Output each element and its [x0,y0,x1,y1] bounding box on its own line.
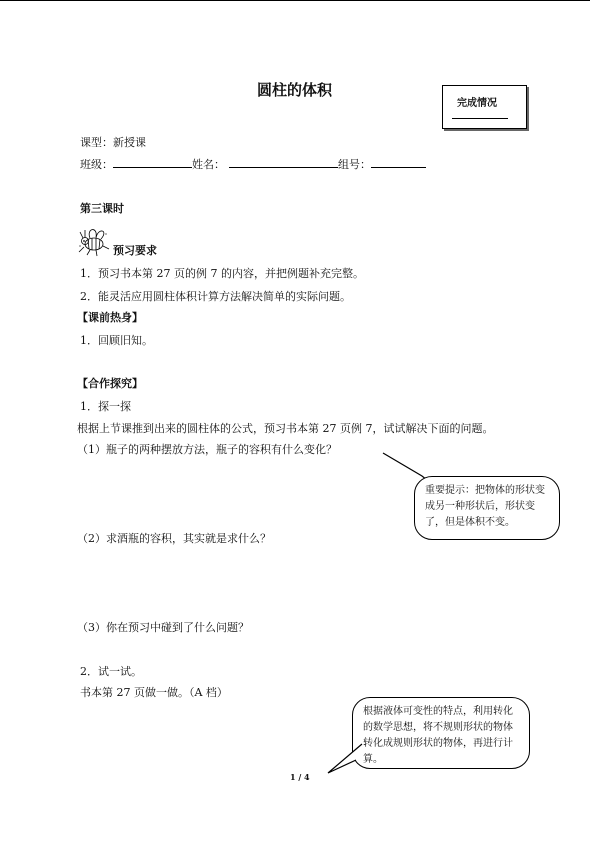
question-2: （2）求酒瓶的容积，其实就是求什么？ [77,532,271,545]
page-title: 圆柱的体积 [257,81,333,99]
preview-item-2: 2．能灵活应用圆柱体积计算方法解决简单的实际问题。 [80,290,351,303]
completion-status-box [442,85,527,129]
warmup-heading: 【课前热身】 [77,311,143,324]
group-field[interactable] [371,156,426,168]
class-field[interactable] [113,156,192,168]
explore-intro: 根据上节课推到出来的圆柱体的公式，预习书本第 27 页例 7，试试解决下面的问题。 [77,422,494,435]
lesson-number: 第三课时 [80,202,124,215]
hint-bubble-2: 根据液体可变性的特点，利用转化的数学思想，将不规则形状的物体转化成规则形状的物体，再进行计算。 [352,697,530,769]
bee-icon [76,224,112,258]
question-3: （3）你在预习中碰到了什么问题？ [77,621,249,634]
preview-heading: 预习要求 [113,244,157,257]
course-type: 课型：新授课 [80,136,146,149]
name-label: 姓名： [192,158,225,171]
student-info-row [80,156,426,172]
hint-bubble-1: 重要提示：把物体的形状变成另一种形状后，形状变了，但是体积不变。 [414,476,560,540]
warmup-item: 1．回顾旧知。 [80,334,153,347]
explore-item-1: 1．探一探 [80,400,131,413]
header-rule [0,0,590,1]
status-box-label: 完成情况 [457,98,497,109]
preview-item-1: 1．预习书本第 27 页的例 7 的内容，并把例题补充完整。 [80,267,364,280]
class-label: 班级： [80,158,113,171]
hint-2-pointer [320,740,370,780]
group-label: 组号： [338,158,371,171]
question-1: （1）瓶子的两种摆放方法，瓶子的容积有什么变化？ [77,443,337,456]
explore-heading: 【合作探究】 [77,377,143,390]
exercise-line: 书本第 27 页做一做。（A 档） [80,686,228,699]
status-box-blank [452,118,508,119]
explore-item-2: 2．试一试。 [80,665,142,678]
name-field[interactable] [229,156,338,168]
page-number: 1 / 4 [290,772,310,782]
